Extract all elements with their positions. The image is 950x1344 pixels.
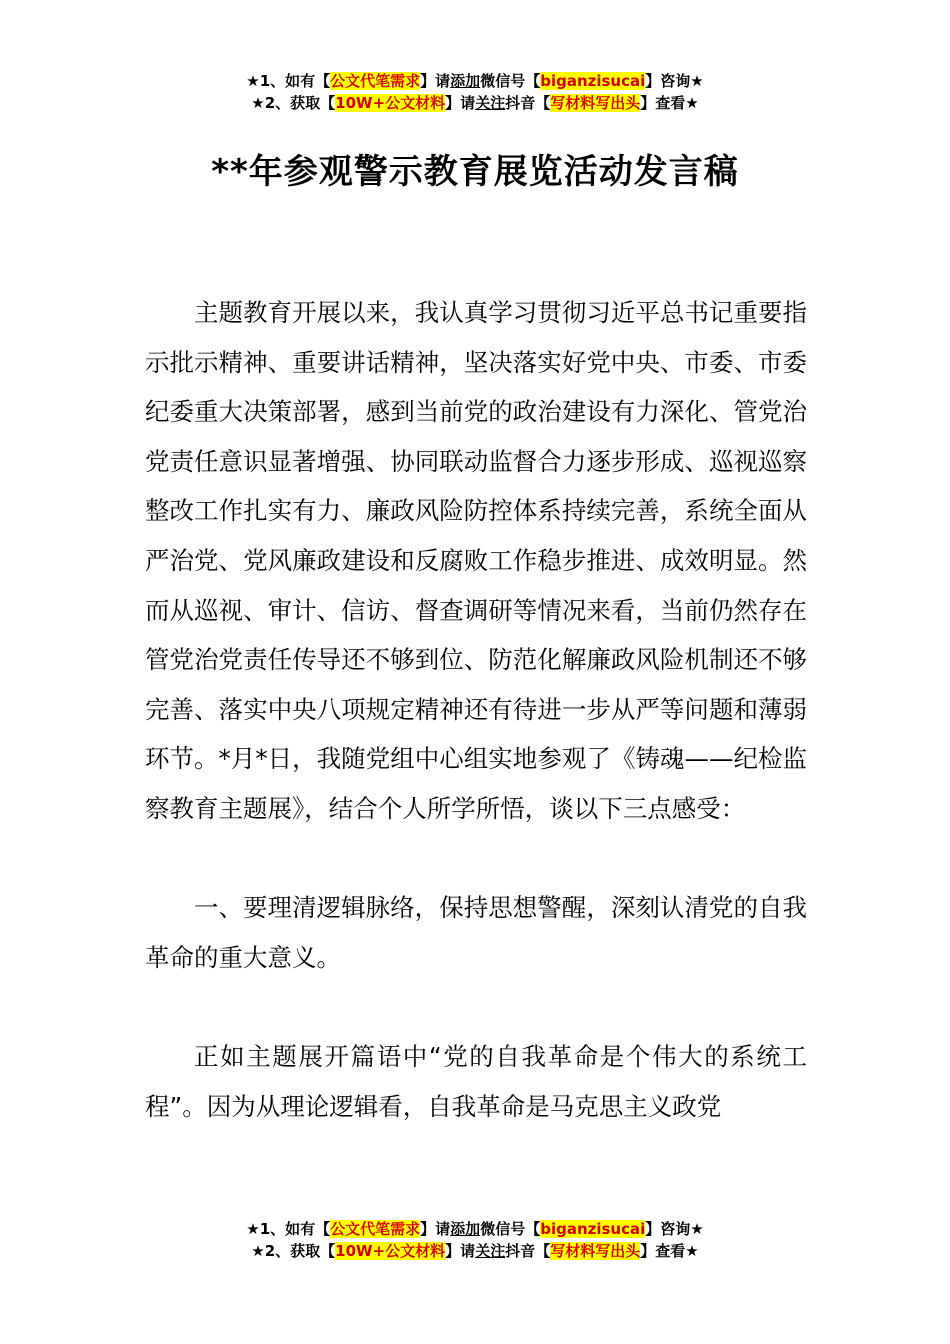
footer-banner	[0, 1218, 950, 1262]
banner-text: 抖音【	[505, 94, 551, 112]
section-heading-1: 一、要理清逻辑脉络，保持思想警醒，深刻认清党的自我革命的重大意义。	[145, 893, 807, 972]
banner-text: 】咨询	[645, 1220, 691, 1238]
document-title: **年参观警示教育展览活动发言稿	[211, 152, 739, 192]
star-icon: ★	[246, 1220, 260, 1238]
banner-text: 】请	[445, 94, 476, 112]
document-body	[145, 288, 807, 1131]
banner-text: 】咨询	[645, 72, 691, 90]
banner-text: 抖音【	[505, 1242, 551, 1260]
banner-text: 】请	[445, 1242, 476, 1260]
banner-line-1	[0, 70, 950, 92]
star-icon: ★	[690, 1220, 704, 1238]
star-icon: ★	[685, 1242, 699, 1260]
banner-line-2	[0, 92, 950, 114]
banner-text: 】请	[420, 1220, 451, 1238]
star-icon: ★	[685, 94, 699, 112]
star-icon: ★	[251, 1242, 265, 1260]
highlight-douyin: 写材料写出头	[550, 1242, 641, 1260]
star-icon: ★	[246, 72, 260, 90]
body-paragraph-2: 正如主题展开篇语中“党的自我革命是个伟大的系统工程”。因为从理论逻辑看，自我革命是马克思主义政党	[145, 1041, 807, 1121]
star-icon: ★	[251, 94, 265, 112]
banner-text: 2、获取【	[264, 1242, 336, 1260]
banner-line-2	[0, 1240, 950, 1262]
banner-text: 微信号【	[480, 72, 541, 90]
banner-text: 微信号【	[480, 1220, 541, 1238]
banner-text: 】请	[420, 72, 451, 90]
highlight-douyin: 写材料写出头	[550, 94, 641, 112]
banner-underlined-text: 关注	[475, 94, 506, 112]
banner-text: 1、如有【	[259, 72, 331, 90]
banner-underlined-text: 添加	[450, 1220, 481, 1238]
highlight-materials: 10W+公文材料	[335, 1242, 446, 1260]
highlight-materials: 10W+公文材料	[335, 94, 446, 112]
banner-text: 1、如有【	[259, 1220, 331, 1238]
banner-underlined-text: 添加	[450, 72, 481, 90]
highlight-service: 公文代笔需求	[330, 1220, 421, 1238]
header-banner	[0, 70, 950, 114]
banner-underlined-text: 关注	[475, 1242, 506, 1260]
body-paragraph-1: 主题教育开展以来，我认真学习贯彻习近平总书记重要指示批示精神、重要讲话精神，坚决落实好党中央、市委、市委纪委重大决策部署，感到当前党的政治建设有力深化、管党治党责任意识显著增强、协同联动监督合力逐步形成、巡视巡察整改工作扎实有力、廉政风险防控体系持续完善，系统全面从严治党、党风廉政建设和反腐败工作稳步推进、成效明显。然而从巡视、审计、信访、督查调研等情况来看，当前仍然存在管党治党责任传导还不够到位、防范化解廉政风险机制还不够完善、落实中央八项规定精神还有待进一步从严等问题和薄弱环节。*月*日，我随党组中心组实地参观了《铸魂——纪检监察教育主题展》，结合个人所学所悟，谈以下三点感受：	[145, 298, 807, 823]
banner-line-1	[0, 1218, 950, 1240]
highlight-wechat-id: biganzisucai	[540, 1220, 646, 1238]
banner-text: 2、获取【	[264, 94, 336, 112]
banner-text: 】查看	[640, 94, 686, 112]
highlight-wechat-id: biganzisucai	[540, 72, 646, 90]
star-icon: ★	[690, 72, 704, 90]
banner-text: 】查看	[640, 1242, 686, 1260]
highlight-service: 公文代笔需求	[330, 72, 421, 90]
